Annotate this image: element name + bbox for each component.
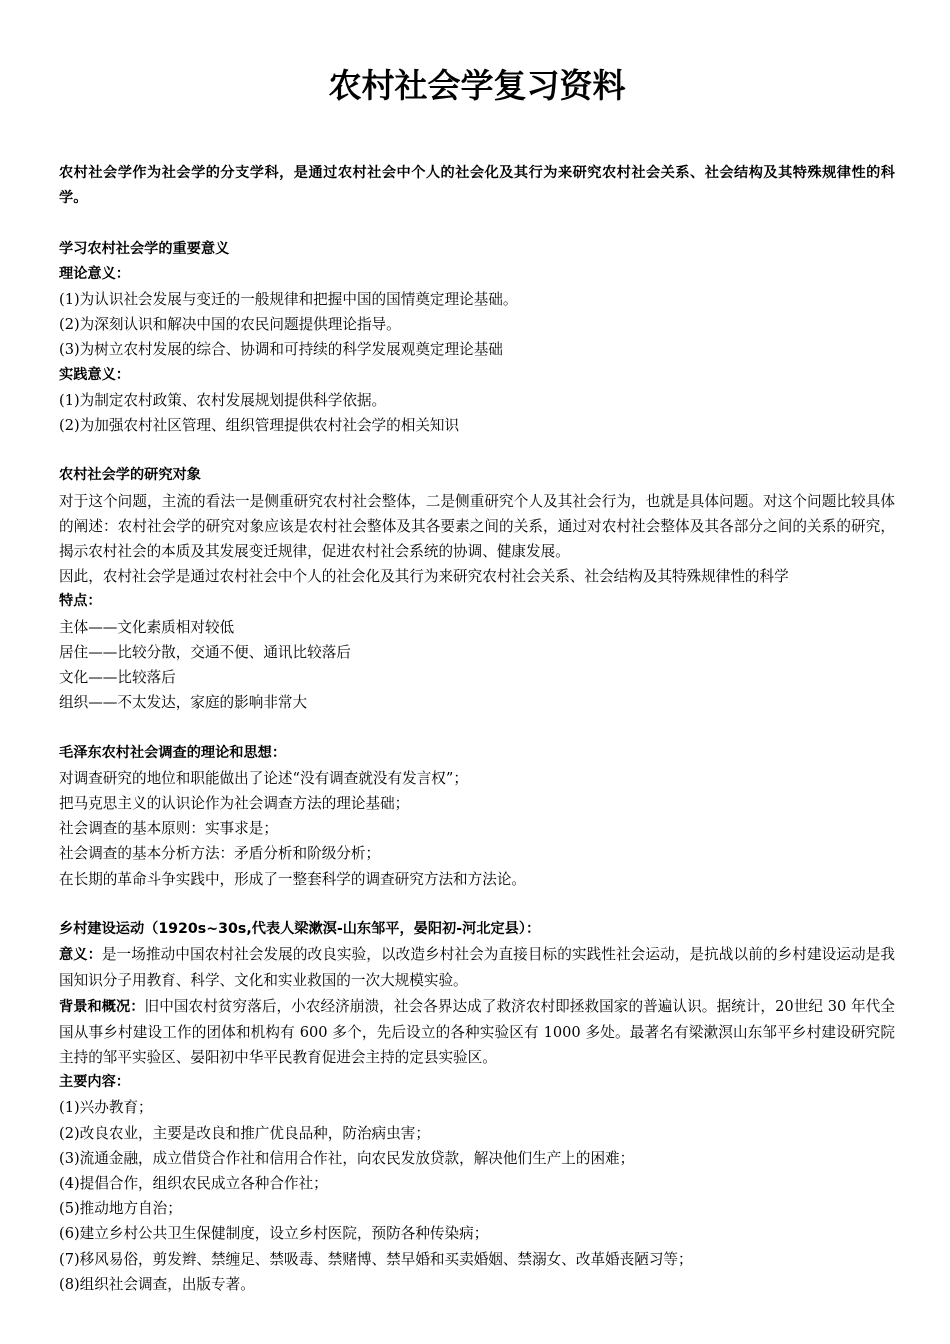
content-label: 主要内容：: [59, 1074, 130, 1091]
mao-item: 社会调查的基本分析方法：矛盾分析和阶级分析；: [59, 845, 381, 863]
practice-label: 实践意义：: [59, 366, 130, 383]
spacer: [59, 892, 895, 917]
mao-heading: 毛泽东农村社会调查的理论和思想：: [59, 744, 287, 761]
object-paragraph: 因此，农村社会学是通过农村社会中个人的社会化及其行为来研究农村社会关系、社会结构及其特殊规律性的科学: [59, 568, 789, 586]
mao-item: 社会调查的基本原则：实事求是；: [59, 820, 278, 838]
meaning-label: 意义：: [59, 947, 102, 964]
content-item: (4)提倡合作，组织农民成立各种合作社；: [59, 1175, 328, 1193]
intro-paragraph: 农村社会学作为社会学的分支学科，是通过农村社会中个人的社会化及其行为来研究农村社会关系、社会结构及其特殊规律性的科学。: [59, 165, 895, 207]
meaning-text: 是一场推动中国农村社会发展的改良实验，以改造乡村社会为直接目标的实践性社会运动，是抗战以前的乡村建设运动是我国知识分子用教育、科学、文化和实业救国的一次大规模实验。: [59, 946, 895, 990]
theory-item: (1)为认识社会发展与变迁的一般规律和把握中国的国情奠定理论基础。: [59, 291, 518, 308]
practice-item: (2)为加强农村社区管理、组织管理提供农村社会学的相关知识: [59, 417, 460, 435]
content-item: (8)组织社会调查，出版专著。: [59, 1275, 255, 1293]
page-title: 农村社会学复习资料: [328, 66, 626, 105]
feature-item: 居住——比较分散，交通不便、通讯比较落后: [59, 643, 351, 661]
theory-item: (2)为深刻认识和解决中国的农民问题提供理论指导。: [59, 316, 401, 334]
theory-item: (3)为树立农村发展的综合、协调和可持续的科学发展观奠定理论基础: [59, 341, 503, 359]
content-item: (3)流通金融，成立借贷合作社和信用合作社，向农民发放贷款，解决他们生产上的困难；: [59, 1149, 635, 1167]
object-paragraph: 对于这个问题，主流的看法一是侧重研究农村社会整体，二是侧重研究个人及其社会行为，也就是具体问题。对这个问题比较具体的阐述：农村社会学的研究对象应该是农村社会整体及其各要素之间的关系，通过对农村社会整体及其各部分之间的关系的研究，揭示农村社会的本质及其发展变迁规律，促进农村社会系统的协调、健康发展。: [59, 492, 895, 561]
content-item: (7)移风易俗，剪发辫、禁缠足、禁吸毒、禁赌博、禁早婚和买卖婚姻、禁溺女、改革婚丧陋习等；: [59, 1250, 693, 1268]
content-item: (1)兴办教育；: [59, 1099, 153, 1117]
meaning-paragraph: [59, 942, 895, 993]
background-text: 旧中国农村贫穷落后，小农经济崩溃，社会各界达成了救济农村即拯救国家的普遍认识。据统计，20世纪 30 年代全国从事乡村建设工作的团体和机构有 600 多个，先后设立的各种实验区有 1000 多处。最著名有梁漱溟山东邹平乡村建设研究院主持的邹平实验区、晏阳初中华平民教育促进会主持的定县实验区。: [59, 997, 895, 1067]
feature-item: 组织——不太发达，家庭的影响非常大: [59, 694, 308, 712]
spacer: [59, 211, 895, 236]
mao-item: 对调查研究的地位和职能做出了论述“没有调查就没有发言权”；: [59, 769, 468, 787]
object-heading: 农村社会学的研究对象: [59, 467, 201, 484]
content-item: (5)推动地方自治；: [59, 1200, 182, 1218]
mao-item: 把马克思主义的认识论作为社会调查方法的理论基础；: [59, 795, 410, 813]
spacer: [59, 438, 895, 463]
feature-item: 文化——比较落后: [59, 669, 176, 687]
features-label: 特点：: [59, 593, 102, 610]
rural-heading: 乡村建设运动（1920s~30s,代表人梁漱溟-山东邹平，晏阳初-河北定县）：: [59, 921, 541, 938]
background-paragraph: [59, 994, 895, 1071]
feature-item: 主体——文化素质相对较低: [59, 618, 235, 636]
significance-heading: 学习农村社会学的重要意义: [59, 240, 230, 257]
content-item: (6)建立乡村公共卫生保健制度，设立乡村医院，预防各种传染病；: [59, 1225, 489, 1243]
mao-item: 在长期的革命斗争实践中，形成了一整套科学的调查研究方法和方法论。: [59, 870, 527, 888]
theory-label: 理论意义：: [59, 265, 130, 282]
background-label: 背景和概况：: [59, 998, 145, 1015]
document-body: [59, 161, 895, 1297]
content-item: (2)改良农业，主要是改良和推广优良品种，防治病虫害；: [59, 1124, 430, 1142]
spacer: [59, 715, 895, 740]
practice-item: (1)为制定农村政策、农村发展规划提供科学依据。: [59, 391, 387, 409]
